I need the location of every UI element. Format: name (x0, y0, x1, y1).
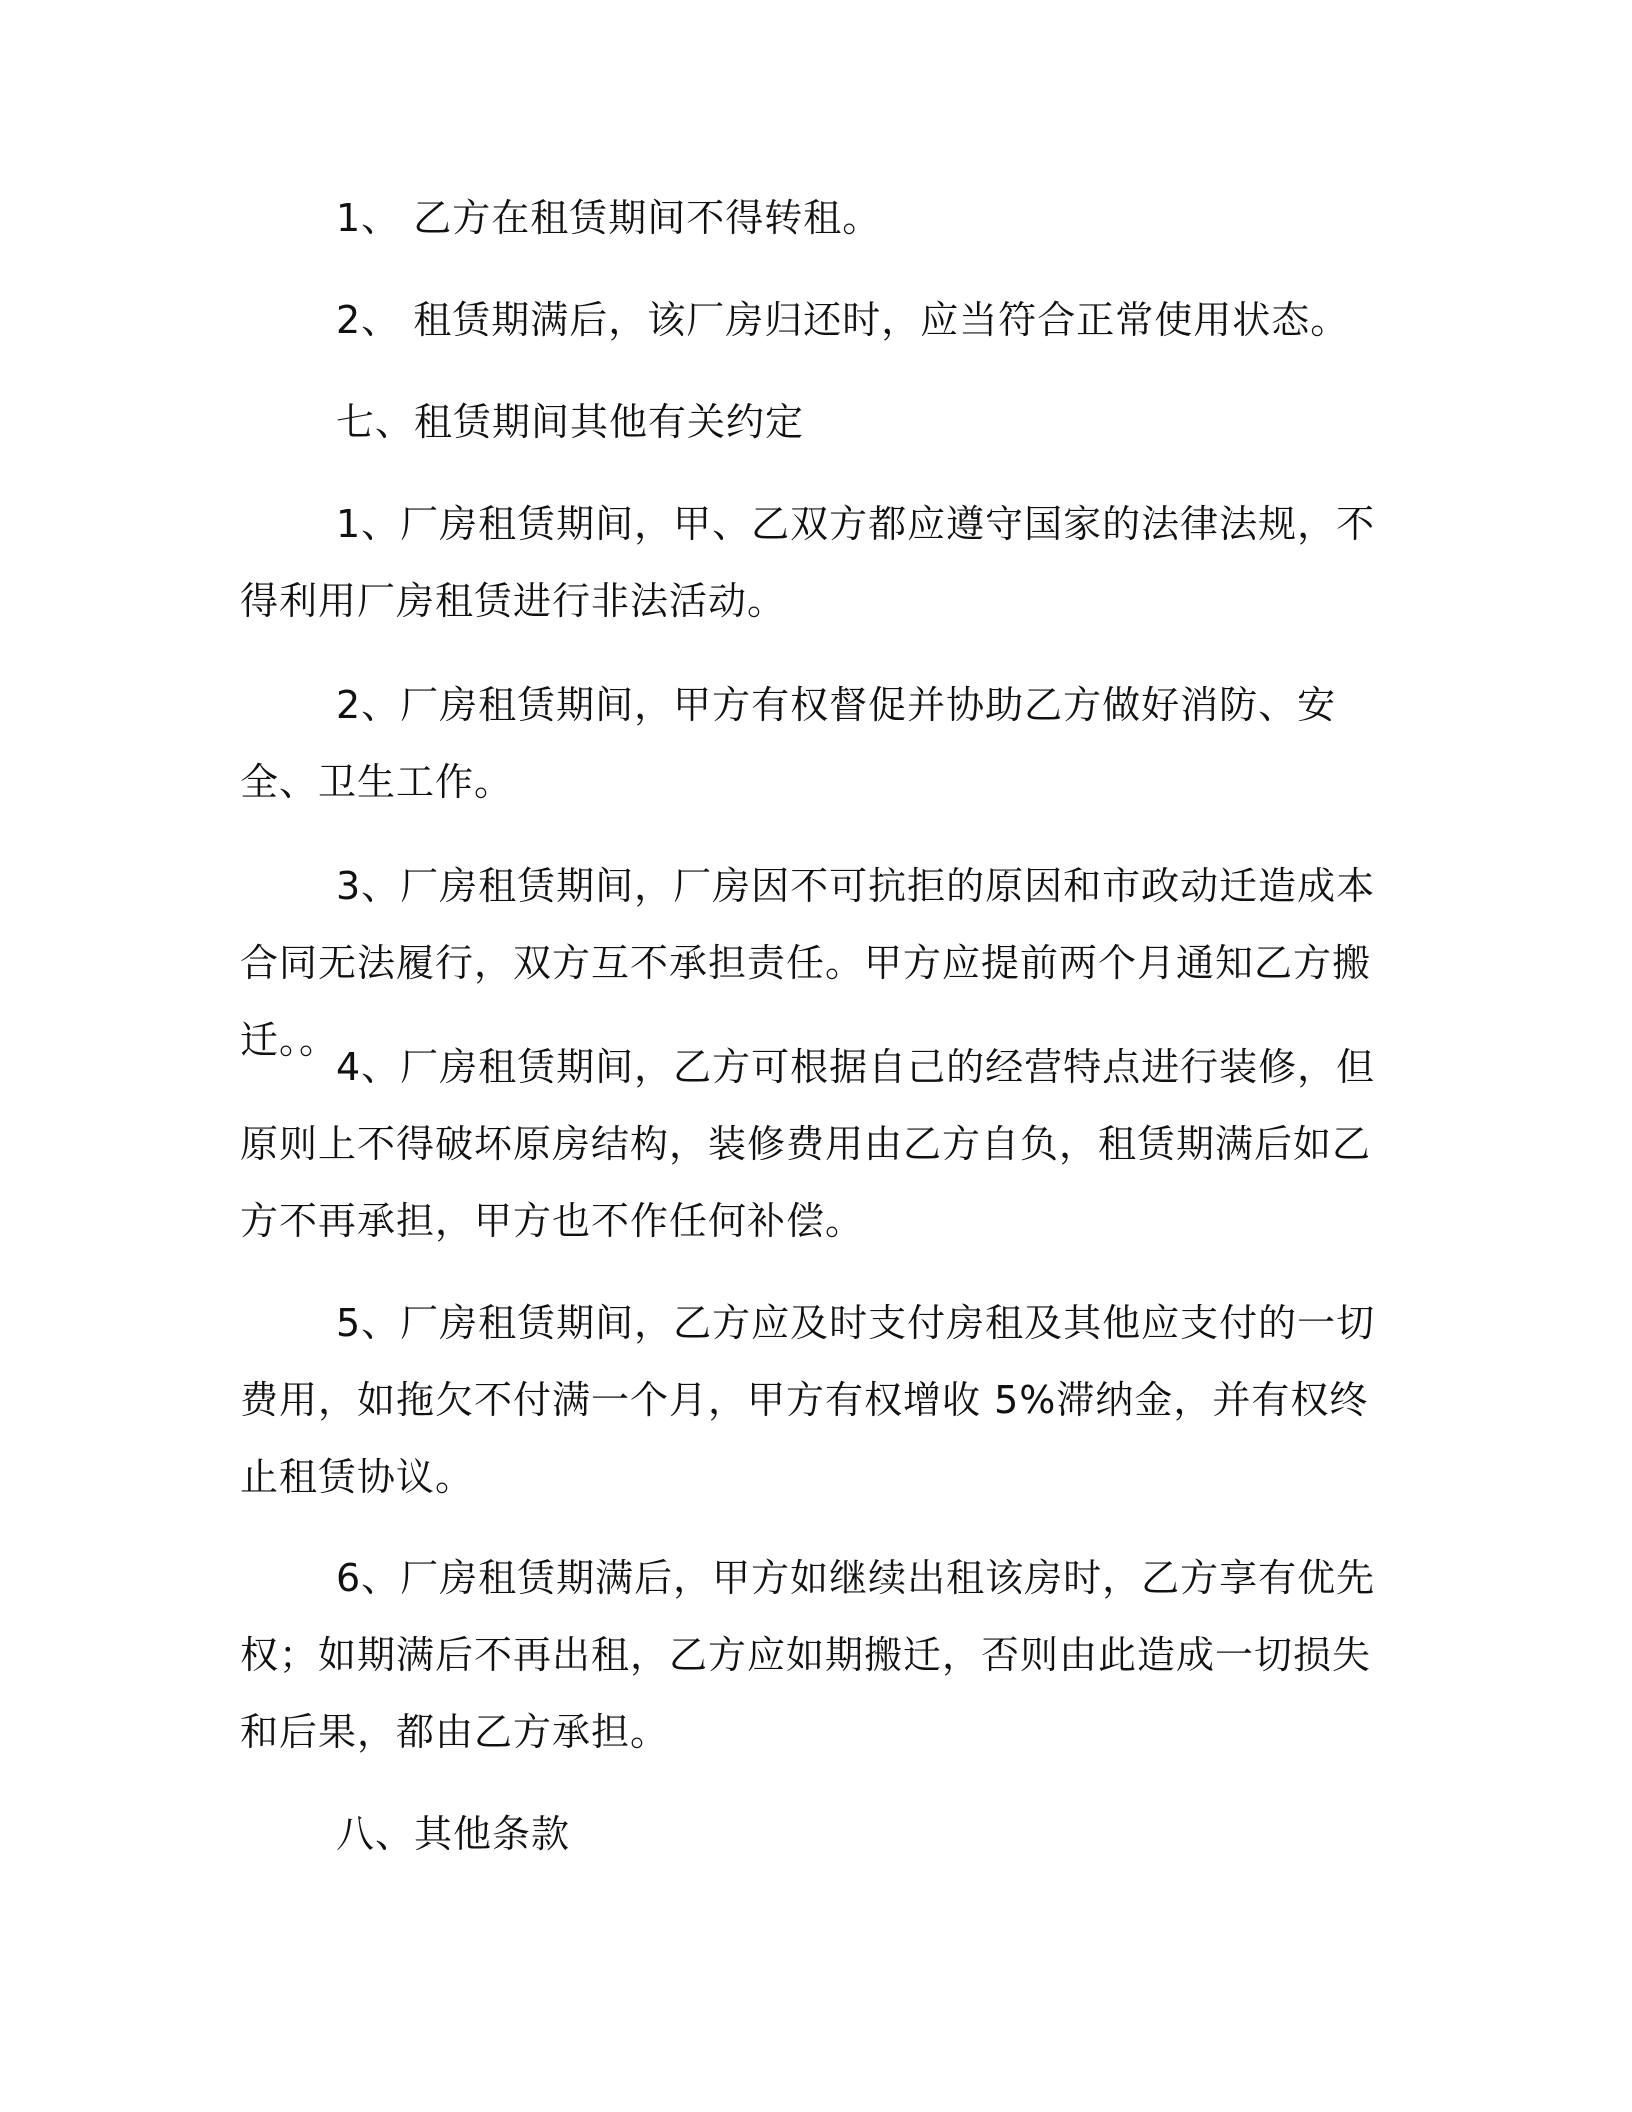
clause-6-item-1: 1、 乙方在租赁期间不得转租。 (336, 196, 882, 240)
clause-7-item-2: 2、厂房租赁期间，甲方有权督促并协助乙方做好消防、安全、卫生工作。 (240, 683, 1337, 804)
clause-7-item-6: 6、厂房租赁期满后，甲方如继续出租该房时，乙方享有优先权；如期满后不再出租，乙方应如期搬迁，否则由此造成一切损失和后果，都由乙方承担。 (240, 1556, 1376, 1754)
clause-7-item-1: 1、厂房租赁期间，甲、乙双方都应遵守国家的法律法规，不得利用厂房租赁进行非法活动。 (240, 502, 1376, 623)
clause-6-item-2: 2、 租赁期满后，该厂房归还时，应当符合正常使用状态。 (336, 298, 1350, 342)
clause-7-item-3: 3、厂房租赁期间，厂房因不可抗拒的原因和市政动迁造成本合同无法履行，双方互不承担责任。甲方应提前两个月通知乙方搬迁。。 (240, 864, 1376, 1062)
clause-7-item-4: 4、厂房租赁期间，乙方可根据自己的经营特点进行装修，但原则上不得破坏原房结构，装修费用由乙方自负，租赁期满后如乙方不再承担，甲方也不作任何补偿。 (240, 1045, 1376, 1243)
section-heading-7: 七、租赁期间其他有关约定 (336, 400, 805, 444)
section-heading-8: 八、其他条款 (336, 1812, 571, 1856)
clause-7-item-5: 5、厂房租赁期间，乙方应及时支付房租及其他应支付的一切费用，如拖欠不付满一个月，甲方有权增收 5%滞纳金，并有权终止租赁协议。 (240, 1301, 1376, 1499)
